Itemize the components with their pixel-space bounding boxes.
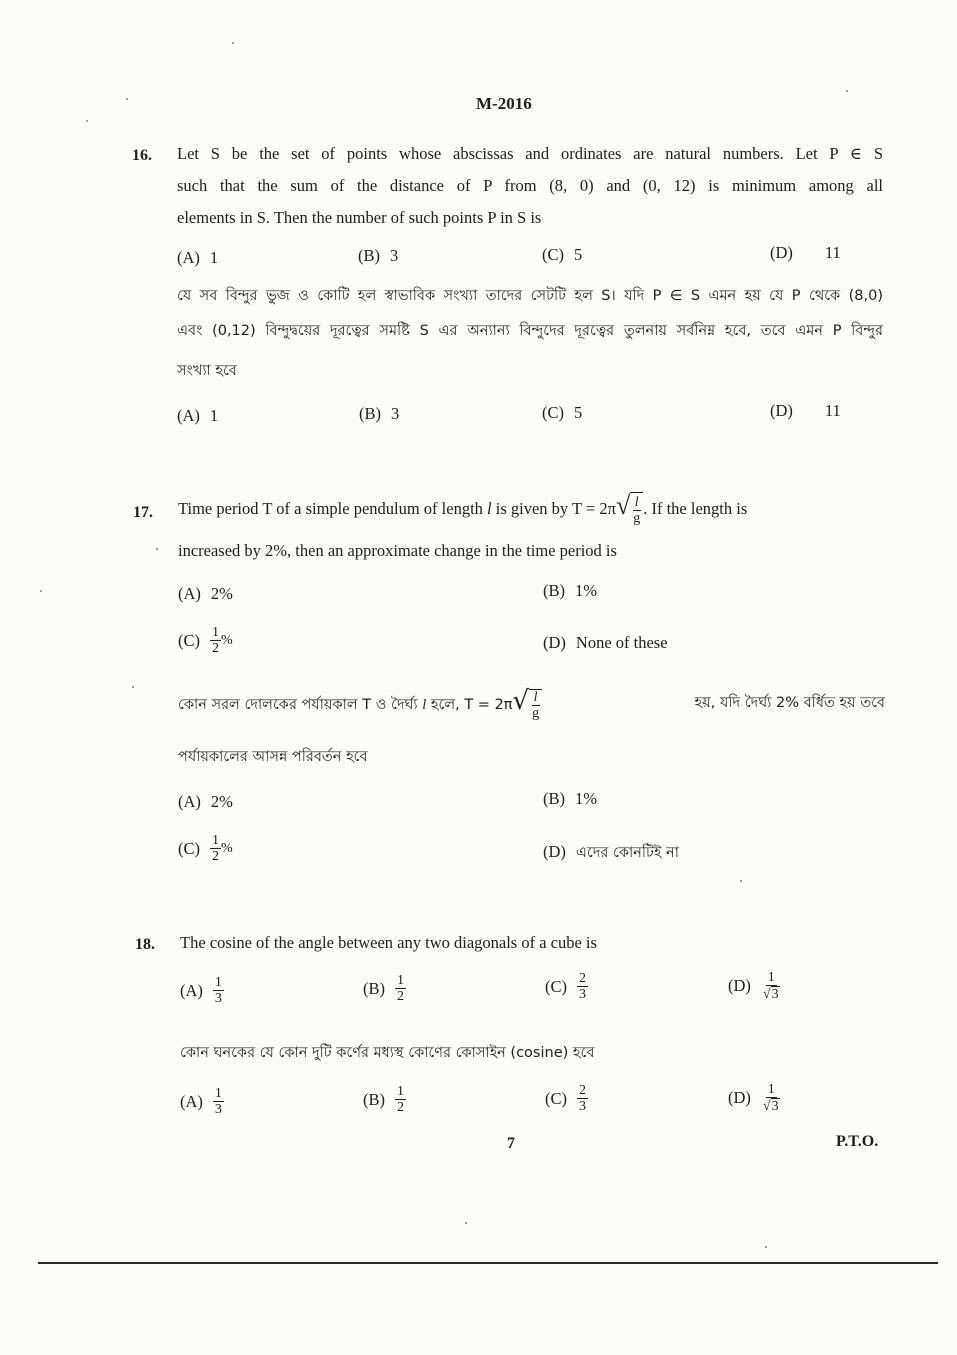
question-text-line: Let S be the set of points whose abscissas and ordinates are natural numbers. Let P ∈ S xyxy=(177,144,883,163)
sqrt-formula xyxy=(529,689,542,721)
option-value: এদের কোনটিই না xyxy=(575,845,679,861)
option-fraction xyxy=(210,833,221,864)
option-b xyxy=(363,1084,406,1115)
option-b xyxy=(359,404,399,424)
scan-speck xyxy=(465,1222,467,1224)
option-label: (A) xyxy=(177,406,200,425)
option-fraction xyxy=(761,1082,782,1114)
sqrt-sign: √ xyxy=(512,686,530,716)
option-value: 5 xyxy=(574,403,583,422)
question-text-line: increased by 2%, then an approximate change in the time period is xyxy=(178,541,617,560)
fraction-numerator: 1 xyxy=(214,975,222,990)
option-fraction xyxy=(213,975,224,1006)
option-d xyxy=(728,970,782,1002)
option-label: (C) xyxy=(545,1088,567,1108)
exam-code: M-2016 xyxy=(476,94,532,113)
option-suffix: % xyxy=(221,840,233,856)
option-value: 5 xyxy=(574,245,583,264)
option-b xyxy=(358,246,398,266)
option-label: (C) xyxy=(178,838,200,858)
option-value: 2% xyxy=(210,792,233,811)
fraction-denominator: √3 xyxy=(762,987,779,1002)
option-label: (A) xyxy=(178,584,201,603)
option-a xyxy=(178,792,233,812)
formula-numerator: l xyxy=(634,494,639,510)
option-a xyxy=(178,584,233,604)
question-text-line: The cosine of the angle between any two diagonals of a cube is xyxy=(180,933,597,952)
scan-speck xyxy=(156,548,158,550)
fraction-denominator: 3 xyxy=(579,987,586,1002)
question-text-part xyxy=(178,490,747,526)
option-value: 11 xyxy=(824,401,841,420)
question-text-bengali-line: সংখ্যা হবে xyxy=(177,363,237,379)
option-label: (B) xyxy=(363,978,385,998)
option-d xyxy=(543,842,679,866)
question-text-fragment: হলে, T = 2π xyxy=(430,697,513,713)
option-b xyxy=(543,581,597,601)
fraction-numerator: 1 xyxy=(397,1084,404,1099)
pto-label: P.T.O. xyxy=(836,1133,879,1150)
option-value: 2% xyxy=(210,584,233,603)
option-label: (A) xyxy=(178,792,201,811)
question-text-line xyxy=(178,490,885,526)
option-value: 3 xyxy=(391,404,400,423)
option-c xyxy=(178,833,233,864)
scan-speck xyxy=(86,120,88,122)
option-a xyxy=(180,1086,224,1117)
sqrt-sign: √ xyxy=(615,491,631,520)
fraction-denominator: 2 xyxy=(397,1100,404,1115)
option-value: 1 xyxy=(209,406,219,425)
scan-speck xyxy=(40,590,42,592)
fraction-denominator: 2 xyxy=(212,641,219,656)
variable-l: l xyxy=(487,499,492,518)
scan-speck xyxy=(126,98,128,100)
question-text-bengali-line: যে সব বিন্দুর ভুজ ও কোটি হল স্বাভাবিক সংখ্যা তাদের সেটটি হল S। যদি P ∈ S এমন হয় যে P থেকে (8,0) xyxy=(177,288,883,304)
fraction-numerator: 1 xyxy=(767,1082,775,1097)
formula-denominator: g xyxy=(532,706,540,722)
option-label: (D) xyxy=(770,243,793,262)
option-label: (D) xyxy=(728,976,751,995)
variable-l: l xyxy=(422,697,427,713)
option-label: (B) xyxy=(543,789,565,808)
option-a xyxy=(180,975,224,1006)
option-label: (D) xyxy=(770,401,793,420)
option-label: (D) xyxy=(543,633,566,652)
fraction-denominator: 2 xyxy=(397,989,404,1004)
question-text-bengali-line: কোন ঘনকের যে কোন দুটি কর্ণের মধ্যস্থ কোণের কোসাইন (cosine) হবে xyxy=(180,1045,595,1061)
option-value: 1% xyxy=(575,789,597,808)
option-label: (C) xyxy=(178,630,200,650)
question-text-line: such that the sum of the distance of P from (8, 0) and (0, 12) is minimum among all xyxy=(177,176,883,195)
option-label: (B) xyxy=(359,404,381,423)
option-fraction xyxy=(210,625,221,656)
option-fraction xyxy=(577,971,588,1002)
fraction-numerator: 1 xyxy=(212,833,219,848)
option-d xyxy=(770,401,841,421)
option-value: 11 xyxy=(824,243,841,262)
option-d xyxy=(543,633,668,653)
option-label: (A) xyxy=(177,248,200,267)
fraction-denominator: 3 xyxy=(214,991,222,1006)
question-text-fragment: . If the length is xyxy=(643,499,748,518)
question-text-line: elements in S. Then the number of such points P in S is xyxy=(177,208,542,227)
scan-speck xyxy=(132,686,134,688)
option-fraction xyxy=(213,1086,224,1117)
radicand: 3 xyxy=(771,1099,779,1114)
option-fraction xyxy=(577,1083,588,1114)
question-text-fragment: Time period T of a simple pendulum of length xyxy=(178,499,483,518)
option-c xyxy=(545,1083,588,1114)
fraction-denominator: √3 xyxy=(762,1099,779,1114)
question-text-fragment: কোন সরল দোলকের পর্যায়কাল T ও দৈর্ঘ্য xyxy=(178,697,418,713)
option-b xyxy=(543,789,597,809)
option-label: (D) xyxy=(543,842,566,861)
question-text-fragment: হয়, যদি দৈর্ঘ্য 2% বর্ধিত হয় তবে xyxy=(694,694,885,711)
option-fraction xyxy=(395,973,406,1004)
fraction-numerator: 1 xyxy=(214,1086,222,1101)
option-label: (B) xyxy=(363,1089,385,1109)
question-text-fragment: is given by T = 2π xyxy=(495,499,616,518)
option-value: 1 xyxy=(209,248,219,267)
option-label: (A) xyxy=(180,1091,203,1111)
option-a xyxy=(177,406,218,426)
page-bottom-rule xyxy=(38,1262,938,1264)
question-number: 17. xyxy=(133,504,153,521)
option-fraction xyxy=(395,1084,406,1115)
fraction-numerator: 2 xyxy=(579,971,586,986)
option-label: (A) xyxy=(180,980,203,1000)
fraction-denominator: 2 xyxy=(212,849,219,864)
fraction-denominator: 3 xyxy=(579,1099,586,1114)
option-d xyxy=(770,243,841,263)
question-text-part xyxy=(178,686,542,721)
question-text-bengali-line xyxy=(178,686,885,721)
option-label: (B) xyxy=(543,581,565,600)
question-number: 18. xyxy=(135,936,155,953)
option-suffix: % xyxy=(221,632,233,648)
fraction-numerator: 1 xyxy=(767,970,775,985)
option-value: None of these xyxy=(575,633,668,652)
option-value: 3 xyxy=(390,246,399,265)
option-label: (B) xyxy=(358,246,380,265)
option-d xyxy=(728,1082,782,1114)
option-label: (C) xyxy=(545,976,567,996)
option-a xyxy=(177,248,218,268)
option-label: (D) xyxy=(728,1088,751,1107)
option-fraction xyxy=(761,970,782,1002)
question-number: 16. xyxy=(132,147,152,164)
scan-speck xyxy=(740,880,742,882)
fraction-numerator: 1 xyxy=(397,973,404,988)
option-value: 1% xyxy=(575,581,597,600)
formula-denominator: g xyxy=(633,510,641,526)
page-number: 7 xyxy=(507,1135,515,1152)
sqrt-formula xyxy=(630,492,643,526)
question-text-bengali-line: পর্যায়কালের আসন্ন পরিবর্তন হবে xyxy=(178,749,368,765)
fraction-denominator: 3 xyxy=(214,1102,222,1117)
scan-speck xyxy=(765,1246,767,1248)
option-label: (C) xyxy=(542,245,564,264)
option-c xyxy=(542,245,582,265)
scan-speck xyxy=(846,90,848,92)
option-b xyxy=(363,973,406,1004)
option-c xyxy=(178,625,233,656)
question-text-bengali-line: এবং (0,12) বিন্দুদ্বয়ের দূরত্বের সমষ্টি S এর অন্যান্য বিন্দুদের দূরত্বের তুলনায় সর্বনিম্ন হবে, তবে এমন P বিন্দুর xyxy=(177,323,883,339)
scan-speck xyxy=(232,42,234,44)
option-label: (C) xyxy=(542,403,564,422)
fraction-numerator: 2 xyxy=(579,1083,586,1098)
option-c xyxy=(542,403,582,423)
fraction-numerator: 1 xyxy=(212,625,219,640)
option-c xyxy=(545,971,588,1002)
radicand: 3 xyxy=(771,987,779,1002)
formula-numerator: l xyxy=(533,690,538,706)
